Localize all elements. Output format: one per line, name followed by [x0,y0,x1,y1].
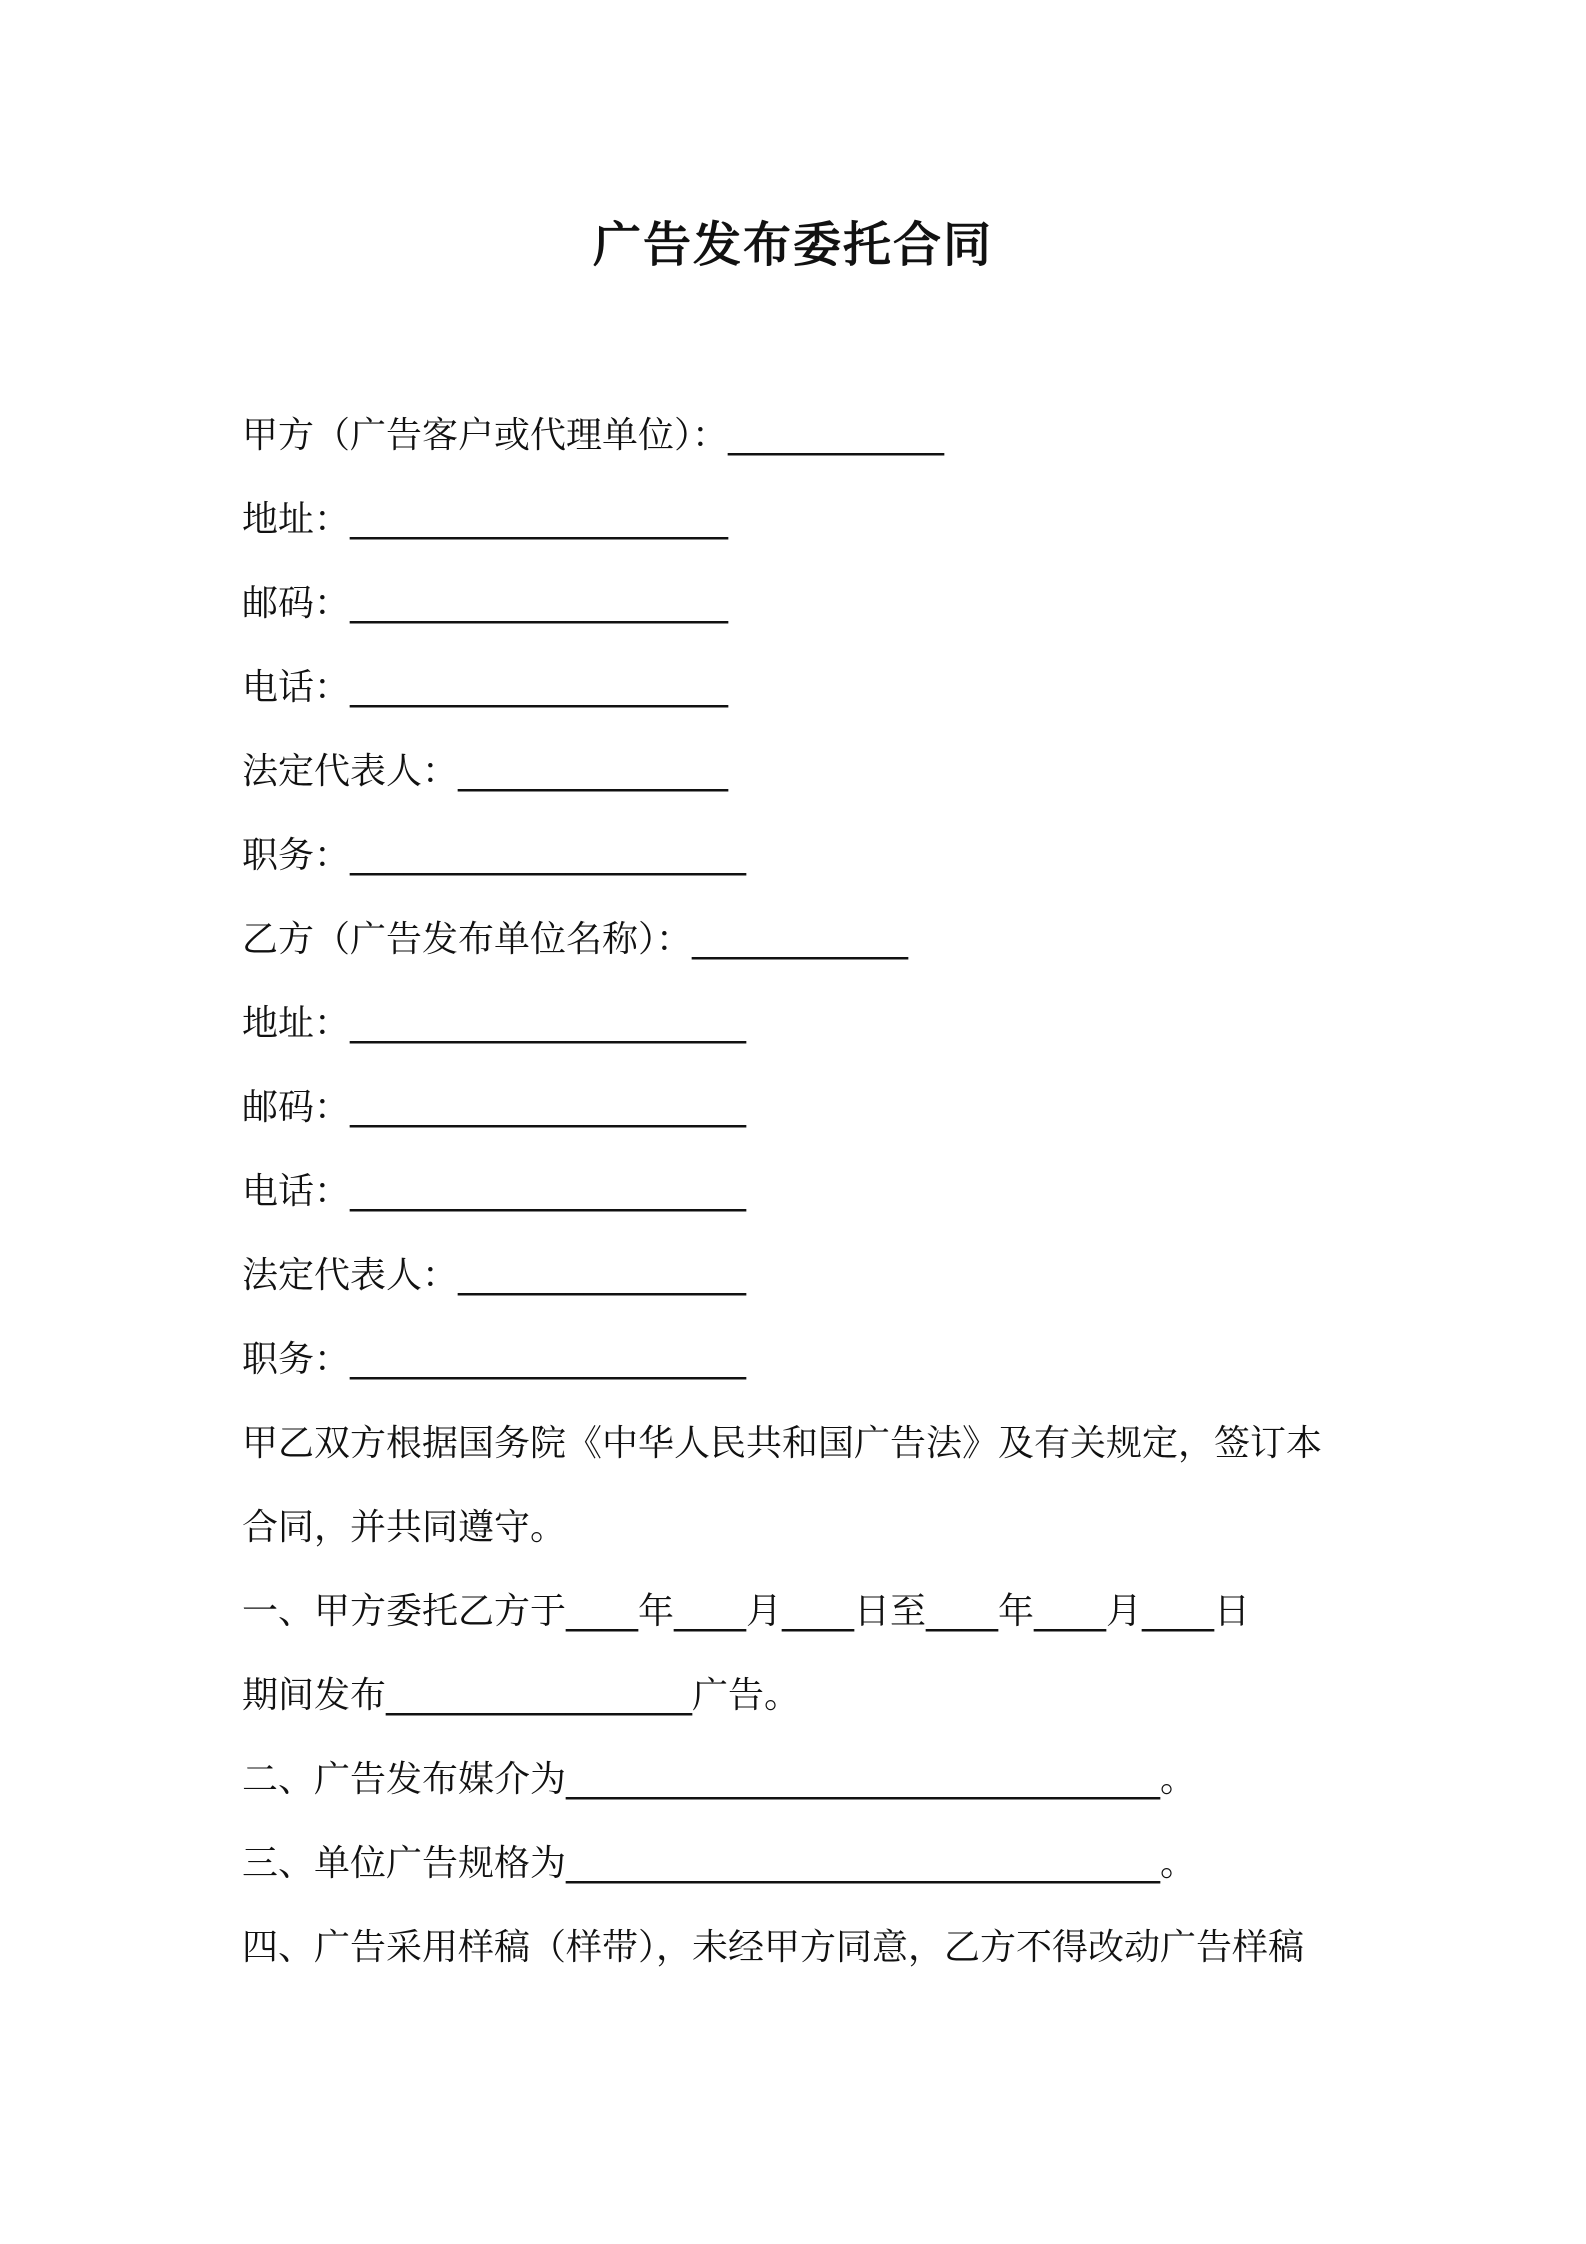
party-b-phone-line: 电话：______________________ [242,1171,747,1212]
preamble-line-2: 合同，并共同遵守。 [242,1507,567,1548]
party-a-position-line: 职务：______________________ [242,835,747,876]
party-b-label-line: 乙方（广告发布单位名称）：____________ [242,919,909,960]
party-b-postcode-line: 邮码：______________________ [242,1087,747,1128]
clause-2-line: 二、广告发布媒介为_________________________________。 [242,1759,1197,1800]
document-title: 广告发布委托合同 [592,217,993,273]
party-a-legal-rep-line: 法定代表人：_______________ [242,751,729,792]
clause-4-line: 四、广告采用样稿（样带），未经甲方同意，乙方不得改动广告样稿 [242,1927,1305,1968]
party-a-address-line: 地址：_____________________ [242,499,729,540]
clause-1-line-1: 一、甲方委托乙方于____年____月____日至____年____月____日 [242,1591,1251,1632]
clause-1-line-2: 期间发布_________________广告。 [242,1675,801,1716]
party-a-label-line: 甲方（广告客户或代理单位）：____________ [242,415,945,456]
party-b-address-line: 地址：______________________ [242,1003,747,1044]
party-a-phone-line: 电话：_____________________ [242,667,729,708]
clause-3-line: 三、单位广告规格为_________________________________。 [242,1843,1197,1884]
preamble-line-1: 甲乙双方根据国务院《中华人民共和国广告法》及有关规定，签订本 [242,1423,1323,1464]
party-b-position-line: 职务：______________________ [242,1339,747,1380]
party-b-legal-rep-line: 法定代表人：________________ [242,1255,747,1296]
party-a-postcode-line: 邮码：_____________________ [242,583,729,624]
